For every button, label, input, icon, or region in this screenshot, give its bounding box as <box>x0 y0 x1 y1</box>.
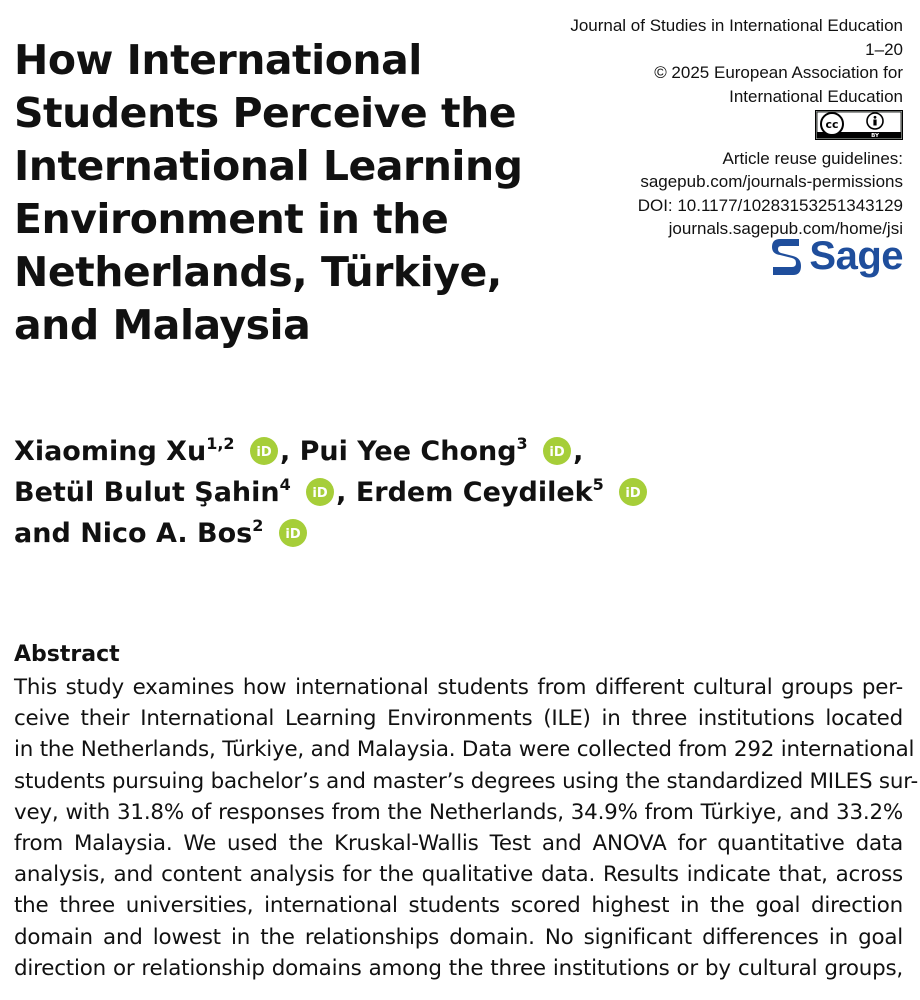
page-range: 1–20 <box>865 39 903 59</box>
author-name: Pui Yee Chong <box>299 436 517 467</box>
abstract-line: ceive their International Learning Environments (ILE) in three institutions located <box>14 706 903 732</box>
title-line: International Learning <box>14 142 523 190</box>
abstract-body <box>14 672 918 984</box>
abstract-heading: Abstract <box>14 642 120 667</box>
author-name: Xiaoming Xu <box>14 436 207 467</box>
copyright-line: International Education <box>729 86 903 106</box>
abstract-line: in the Netherlands, Türkiye, and Malaysia. Data were collected from 292 international <box>14 737 915 763</box>
orcid-text: iD <box>256 445 272 460</box>
cc-text: cc <box>825 118 839 131</box>
orcid-text: iD <box>625 486 641 501</box>
title-line: Environment in the <box>14 195 449 243</box>
abstract-line: students pursuing bachelor’s and master’s degrees using the standardized MILES sur- <box>14 768 918 794</box>
title-line: Netherlands, Türkiye, <box>14 248 502 296</box>
author-affiliation: 3 <box>516 434 528 453</box>
abstract-line: direction or relationship domains among the three institutions or by cultural groups, <box>14 955 903 981</box>
publisher-logo[interactable] <box>769 234 903 279</box>
abstract-line: domain and lowest in the relationships domain. No significant differences in goal <box>14 924 903 950</box>
creative-commons-by-icon[interactable] <box>815 110 903 147</box>
doi[interactable]: DOI: 10.1177/10283153251343129 <box>637 195 903 215</box>
sage-s-logo-icon <box>769 236 803 278</box>
abstract-line: from Malaysia. We used the Kruskal-Wallis Test and ANOVA for quantitative data <box>14 831 903 857</box>
title-line: How International <box>14 36 422 84</box>
author-affiliation: 1,2 <box>206 434 235 453</box>
orcid-icon[interactable] <box>543 437 571 475</box>
abstract-line: vey, with 31.8% of responses from the Netherlands, 34.9% from Türkiye, and 33.2% <box>14 799 903 825</box>
orcid-icon[interactable] <box>306 478 334 516</box>
abstract-line: analysis, and content analysis for the qualitative data. Results indicate that, across <box>14 862 903 888</box>
author-line <box>14 475 641 516</box>
reuse-link[interactable]: sagepub.com/journals-permissions <box>640 172 903 191</box>
orcid-icon[interactable] <box>619 478 647 516</box>
journal-homepage-link[interactable]: journals.sagepub.com/home/jsi <box>668 219 903 238</box>
abstract-line: the three universities, international students scored highest in the goal direction <box>14 893 903 919</box>
author-affiliation: 4 <box>279 475 291 494</box>
author-separator: , <box>279 436 291 467</box>
title-line: Students Perceive the <box>14 89 517 137</box>
title-line: and Malaysia <box>14 301 311 349</box>
author-separator: , <box>573 436 584 467</box>
orcid-icon[interactable] <box>250 437 278 475</box>
by-text: BY <box>871 133 879 139</box>
abstract-line: This study examines how international students from different cultural groups per- <box>14 675 903 700</box>
orcid-text: iD <box>312 486 328 501</box>
copyright-line: © 2025 European Association for <box>654 63 903 82</box>
journal-name: Journal of Studies in International Education <box>570 16 903 35</box>
author-name: Betül Bulut Şahin <box>14 477 280 508</box>
author-list <box>14 434 641 557</box>
journal-metadata <box>483 14 903 241</box>
author-affiliation: 2 <box>252 516 264 535</box>
author-separator: , <box>336 477 347 508</box>
orcid-icon[interactable] <box>279 519 307 557</box>
author-name: Erdem Ceydilek <box>355 477 593 508</box>
reuse-label: Article reuse guidelines: <box>722 148 903 168</box>
orcid-text: iD <box>549 445 565 460</box>
orcid-text: iD <box>285 527 301 542</box>
publisher-name: Sage <box>809 234 903 278</box>
author-line <box>14 516 634 557</box>
author-affiliation: 5 <box>592 475 604 494</box>
author-connector: and <box>14 518 71 549</box>
article-title <box>14 34 554 352</box>
author-name: Nico A. Bos <box>80 518 253 549</box>
author-line <box>14 434 634 475</box>
